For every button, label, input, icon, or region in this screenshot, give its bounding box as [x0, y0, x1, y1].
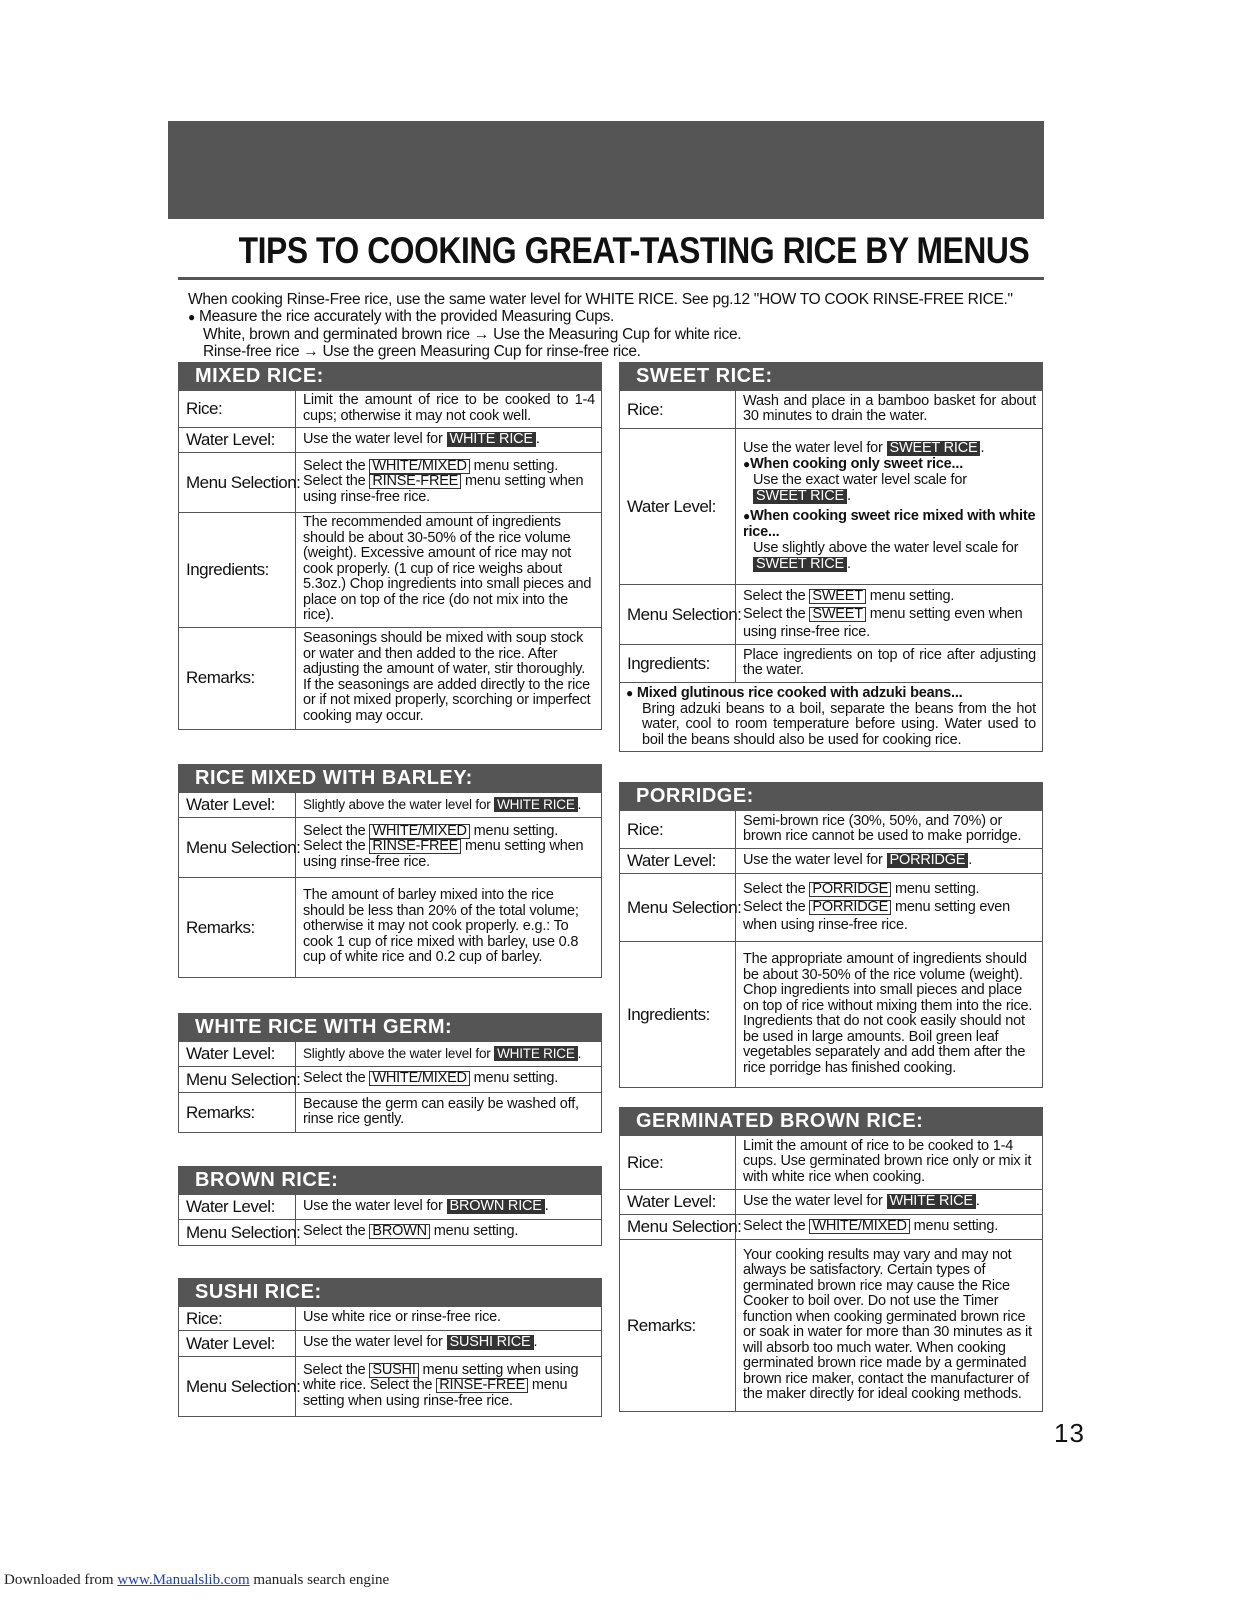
row-value: Use the water level for SUSHI RICE . [296, 1331, 602, 1357]
row-label: Menu Selection: [179, 1357, 296, 1417]
intro-line-2: ● Measure the rice accurately with the provided Measuring Cups. [188, 308, 615, 325]
row-label: Remarks: [179, 627, 296, 729]
row-value: Select the WHITE/MIXED menu setting. [736, 1215, 1043, 1240]
intro-block [188, 291, 1068, 360]
section-heading: WHITE RICE WITH GERM: [178, 1013, 602, 1041]
section-germinated-brown-rice [619, 1107, 1043, 1412]
menu-tag-inverse: SWEET RICE [753, 489, 847, 504]
row-value: Because the germ can easily be washed off, rinse rice gently. [296, 1093, 602, 1133]
section-heading: SWEET RICE: [619, 362, 1043, 390]
row-value: Limit the amount of rice to be cooked to 1-4 cups. Use germinated brown rice only or mix it with white rice when cooking. [736, 1136, 1043, 1190]
row-value: Select the WHITE/MIXED menu setting. Select the RINSE-FREE menu setting when using rinse-free rice. [296, 818, 602, 878]
porridge-table [619, 810, 1043, 1088]
sushi-rice-table [178, 1306, 602, 1417]
section-mixed-rice [178, 362, 602, 730]
bullet-icon: ● [188, 310, 195, 324]
section-sushi-rice [178, 1278, 602, 1417]
menu-tag-boxed: SWEET [809, 607, 866, 622]
menu-tag-inverse: SWEET RICE [887, 441, 981, 456]
row-label: Menu Selection: [179, 1220, 296, 1246]
row-label: Water Level: [179, 1042, 296, 1067]
row-label: Menu Selection: [620, 874, 736, 942]
row-label: Water Level: [179, 1195, 296, 1220]
mixed-rice-table [178, 390, 602, 730]
row-value: Your cooking results may vary and may not always be satisfactory. Certain types of germinated brown rice may cause the Rice Cooker to boil over. Do not use the Timer function when cooking germinated brown rice or soak in water for more than 30 minutes as it will absorb too much water. When cooking germinated brown rice made by a germinated brown rice maker, contact the manufacturer of the maker directly for ideal cooking methods. [736, 1240, 1043, 1412]
row-value: Select the SWEET menu setting. Select the SWEET menu setting even when using rinse-free rice. [736, 585, 1043, 645]
germinated-brown-rice-table [619, 1135, 1043, 1412]
section-brown-rice [178, 1166, 602, 1246]
row-label: Rice: [179, 1307, 296, 1331]
row-label: Remarks: [179, 878, 296, 978]
row-label: Rice: [179, 391, 296, 428]
section-heading: SUSHI RICE: [178, 1278, 602, 1306]
row-value: Use white rice or rinse-free rice. [296, 1307, 602, 1331]
page-title: TIPS TO COOKING GREAT-TASTING RICE BY MENUS [238, 230, 1030, 271]
row-value: Select the BROWN menu setting. [296, 1220, 602, 1246]
title-divider [178, 277, 1044, 280]
row-label: Water Level: [620, 429, 736, 585]
row-value: Limit the amount of rice to be cooked to 1-4 cups; otherwise it may not cook well. [296, 391, 602, 428]
menu-tag-inverse: SWEET RICE [753, 557, 847, 572]
menu-tag-inverse: WHITE RICE [887, 1194, 976, 1209]
germ-table [178, 1041, 602, 1133]
row-value: The appropriate amount of ingredients should be about 30-50% of the rice volume (weight). Chop ingredients into small pieces and place on top of rice without mixing them into the rice. Ingredients that do not cook easily should not be used in large amounts. Boil green leaf vegetables separately and add them after the rice porridge has finished cooking. [736, 942, 1043, 1088]
sweet-rice-table [619, 390, 1043, 683]
section-heading: PORRIDGE: [619, 782, 1043, 810]
bullet-icon: ● [743, 509, 751, 523]
bullet-icon: ● [626, 686, 634, 700]
row-value: Semi-brown rice (30%, 50%, and 70%) or brown rice cannot be used to make porridge. [736, 811, 1043, 849]
section-sweet-rice [619, 362, 1043, 752]
row-value: Use the water level for SWEET RICE . ●When cooking only sweet rice... Use the exact water level scale for SWEET RICE . ●When cooking sweet rice mixed with white rice... Use slightly above the water level scale for SWEET RICE . [736, 429, 1043, 585]
row-value: Select the WHITE/MIXED menu setting. Select the RINSE-FREE menu setting when using rinse-free rice. [296, 453, 602, 513]
menu-tag-inverse: PORRIDGE [887, 853, 969, 868]
row-value: Use the water level for PORRIDGE . [736, 849, 1043, 874]
arrow-right-icon: → [473, 326, 490, 343]
row-value: Place ingredients on top of rice after adjusting the water. [736, 645, 1043, 683]
menu-tag-boxed: WHITE/MIXED [369, 459, 469, 474]
page-number: 13 [1054, 1418, 1085, 1448]
row-value: The amount of barley mixed into the rice should be less than 20% of the total volume; otherwise it may not cook properly. e.g.: To cook 1 cup of rice mixed with barley, use 0.8 cup of white rice and 0.2 cup of barley. [296, 878, 602, 978]
menu-tag-inverse: WHITE RICE [494, 797, 578, 812]
intro-line-4: Rinse-free rice → Use the green Measuring Cup for rinse-free rice. [203, 343, 641, 360]
menu-tag-boxed: RINSE-FREE [369, 474, 461, 489]
section-heading: BROWN RICE: [178, 1166, 602, 1194]
menu-tag-boxed: WHITE/MIXED [369, 1071, 469, 1086]
row-label: Ingredients: [620, 942, 736, 1088]
row-value: The recommended amount of ingredients should be about 30-50% of the rice volume (weight). Excessive amount of rice may not cook properly. (1 cup of rice weighs about 5.3oz.) Chop ingredients into small pieces and place on top of the rice (do not mix into the rice). [296, 513, 602, 628]
menu-tag-boxed: BROWN [369, 1224, 430, 1239]
row-label: Menu Selection: [620, 1215, 736, 1240]
row-label: Water Level: [620, 1190, 736, 1215]
row-label: Water Level: [620, 849, 736, 874]
row-value: Select the SUSHI menu setting when using white rice. Select the RINSE-FREE menu setting when using rinse-free rice. [296, 1357, 602, 1417]
row-label: Rice: [620, 1136, 736, 1190]
menu-tag-boxed: RINSE-FREE [369, 839, 461, 854]
row-value: Wash and place in a bamboo basket for about 30 minutes to drain the water. [736, 391, 1043, 429]
section-heading: GERMINATED BROWN RICE: [619, 1107, 1043, 1135]
row-label: Menu Selection: [620, 585, 736, 645]
section-germ [178, 1013, 602, 1133]
menu-tag-inverse: SUSHI RICE [447, 1335, 534, 1350]
menu-tag-boxed: SUSHI [369, 1363, 418, 1378]
menu-tag-boxed: WHITE/MIXED [809, 1219, 909, 1234]
intro-line-3: White, brown and germinated brown rice → Use the Measuring Cup for white rice. [203, 326, 742, 343]
row-label: Water Level: [179, 793, 296, 818]
brown-rice-table [178, 1194, 602, 1246]
bullet-icon: ● [743, 457, 751, 471]
menu-tag-boxed: PORRIDGE [809, 900, 891, 915]
row-value: Use the water level for WHITE RICE . [736, 1190, 1043, 1215]
section-heading: MIXED RICE: [178, 362, 602, 390]
arrow-right-icon: → [303, 343, 319, 360]
row-label: Menu Selection: [179, 1067, 296, 1093]
row-label: Menu Selection: [179, 818, 296, 878]
row-label: Rice: [620, 391, 736, 429]
row-value: Use the water level for WHITE RICE . [296, 428, 602, 453]
row-label: Remarks: [179, 1093, 296, 1133]
menu-tag-boxed: PORRIDGE [809, 882, 891, 897]
download-footer: Downloaded from www.Manualslib.com manuals search engine [4, 1572, 390, 1588]
section-heading: RICE MIXED WITH BARLEY: [178, 764, 602, 792]
header-bar [168, 121, 1044, 219]
row-value: Select the WHITE/MIXED menu setting. [296, 1067, 602, 1093]
intro-line-1: When cooking Rinse-Free rice, use the same water level for WHITE RICE. See pg.12 "HOW TO COOK RINSE-FREE RICE." [188, 291, 1013, 308]
menu-tag-boxed: SWEET [809, 589, 866, 604]
row-value: Select the PORRIDGE menu setting. Select the PORRIDGE menu setting even when using rinse-free rice. [736, 874, 1043, 942]
menu-tag-inverse: BROWN RICE [447, 1199, 545, 1214]
row-label: Ingredients: [179, 513, 296, 628]
menu-tag-inverse: WHITE RICE [447, 432, 536, 447]
row-label: Ingredients: [620, 645, 736, 683]
row-label: Water Level: [179, 1331, 296, 1357]
row-value: Seasonings should be mixed with soup stock or water and then added to the rice. After adjusting the amount of water, stir thoroughly. If the seasonings are added directly to the rice or if not mixed properly, scorching or imperfect cooking may occur. [296, 627, 602, 729]
adzuki-note: ● Mixed glutinous rice cooked with adzuki beans... Bring adzuki beans to a boil, separate the beans from the hot water, cool to room temperature before using. Water used to boil the beans should also be used for cooking rice. [619, 683, 1043, 752]
barley-table [178, 792, 602, 978]
menu-tag-inverse: WHITE RICE [494, 1046, 578, 1061]
row-value: Use the water level for BROWN RICE . [296, 1195, 602, 1220]
menu-tag-boxed: WHITE/MIXED [369, 824, 469, 839]
menu-tag-boxed: RINSE-FREE [436, 1378, 528, 1393]
row-label: Water Level: [179, 428, 296, 453]
section-barley [178, 764, 602, 978]
row-value: Slightly above the water level for WHITE RICE . [296, 1042, 602, 1067]
row-label: Remarks: [620, 1240, 736, 1412]
manualslib-link[interactable]: www.Manualslib.com [117, 1572, 250, 1588]
section-porridge [619, 782, 1043, 1088]
row-label: Menu Selection: [179, 453, 296, 513]
row-value: Slightly above the water level for WHITE RICE . [296, 793, 602, 818]
row-label: Rice: [620, 811, 736, 849]
